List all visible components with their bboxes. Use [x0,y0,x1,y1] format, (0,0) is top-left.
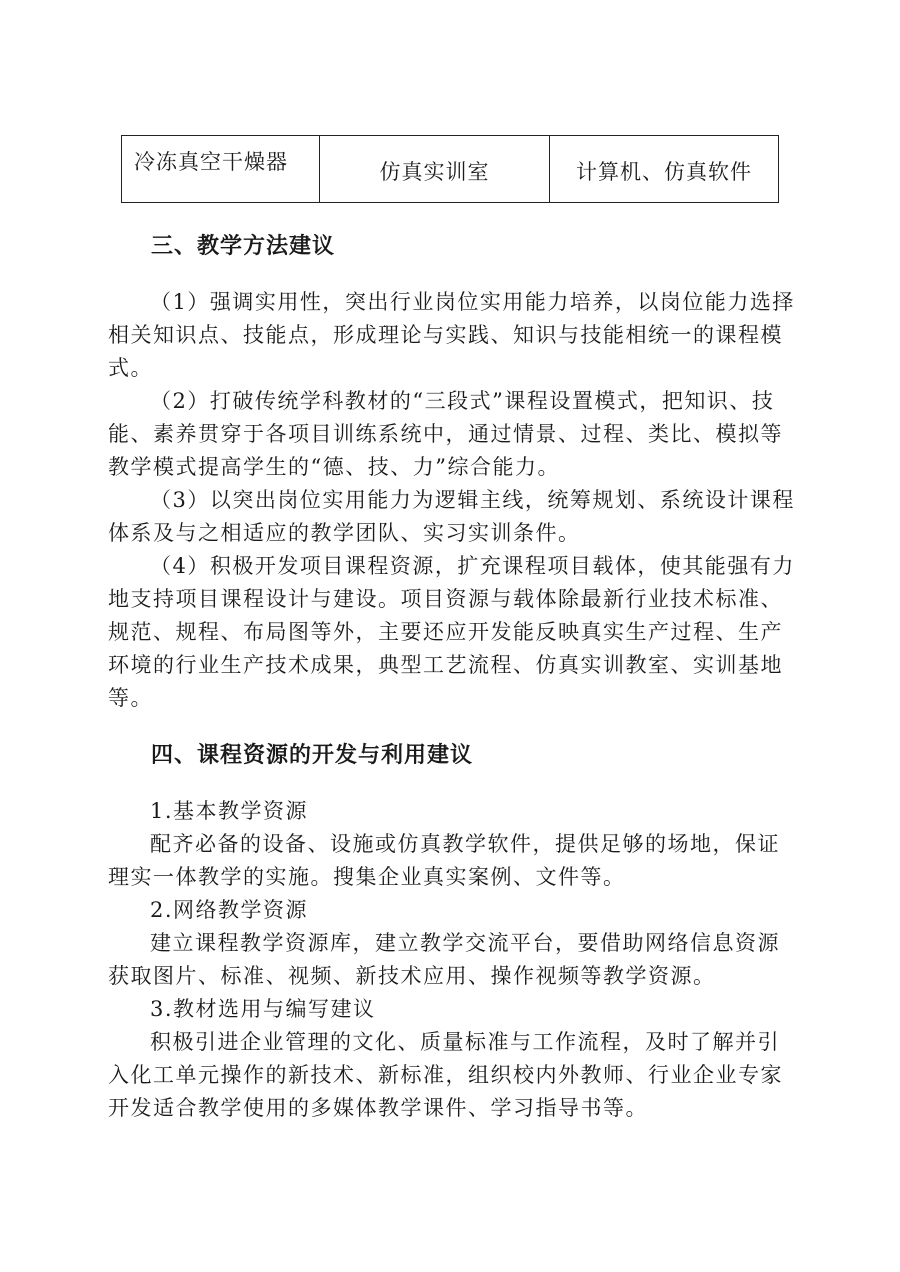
paragraph-method-3: （3）以突出岗位实用能力为逻辑主线，统筹规划、系统设计课程体系及与之相适应的教学团队、实习实训条件。 [108,488,795,545]
section-heading-resources: 四、课程资源的开发与利用建议 [151,743,474,768]
subheading-textbook: 3.教材选用与编写建议 [150,997,376,1021]
equipment-table-row [121,135,779,203]
section-heading-teaching-methods: 三、教学方法建议 [151,234,336,259]
paragraph-basic-resources: 配齐必备的设备、设施或仿真教学软件，提供足够的场地，保证理实一体教学的实施。搜集企业真实案例、文件等。 [108,832,780,889]
paragraph-method-2: （2）打破传统学科教材的“三段式”课程设置模式，把知识、技能、素养贯穿于各项目训练系统中，通过情景、过程、类比、模拟等教学模式提高学生的“德、技、力”综合能力。 [108,389,783,479]
paragraph-network-resources: 建立课程教学资源库，建立教学交流平台，要借助网络信息资源获取图片、标准、视频、新技术应用、操作视频等教学资源。 [108,931,780,988]
paragraph-method-1: （1）强调实用性，突出行业岗位实用能力培养，以岗位能力选择相关知识点、技能点，形成理论与实践、知识与技能相统一的课程模式。 [108,290,795,380]
table-cell-location: 仿真实训室 [320,136,550,202]
paragraph-method-4: （4）积极开发项目课程资源，扩充课程项目载体，使其能强有力地支持项目课程设计与建设。项目资源与载体除最新行业技术标准、规范、规程、布局图等外，主要还应开发能反映真实生产过程、生产环境的行业生产技术成果，典型工艺流程、仿真实训教室、实训基地等。 [108,554,795,710]
table-cell-equipment: 冷冻真空干燥器 [122,136,320,202]
subheading-network-resources: 2.网络教学资源 [150,898,309,922]
paragraph-textbook: 积极引进企业管理的文化、质量标准与工作流程，及时了解并引入化工单元操作的新技术、新标准，组织校内外教师、行业企业专家开发适合教学使用的多媒体教学课件、学习指导书等。 [108,1030,783,1120]
table-cell-tools: 计算机、仿真软件 [576,160,752,184]
subheading-basic-resources: 1.基本教学资源 [150,799,309,823]
